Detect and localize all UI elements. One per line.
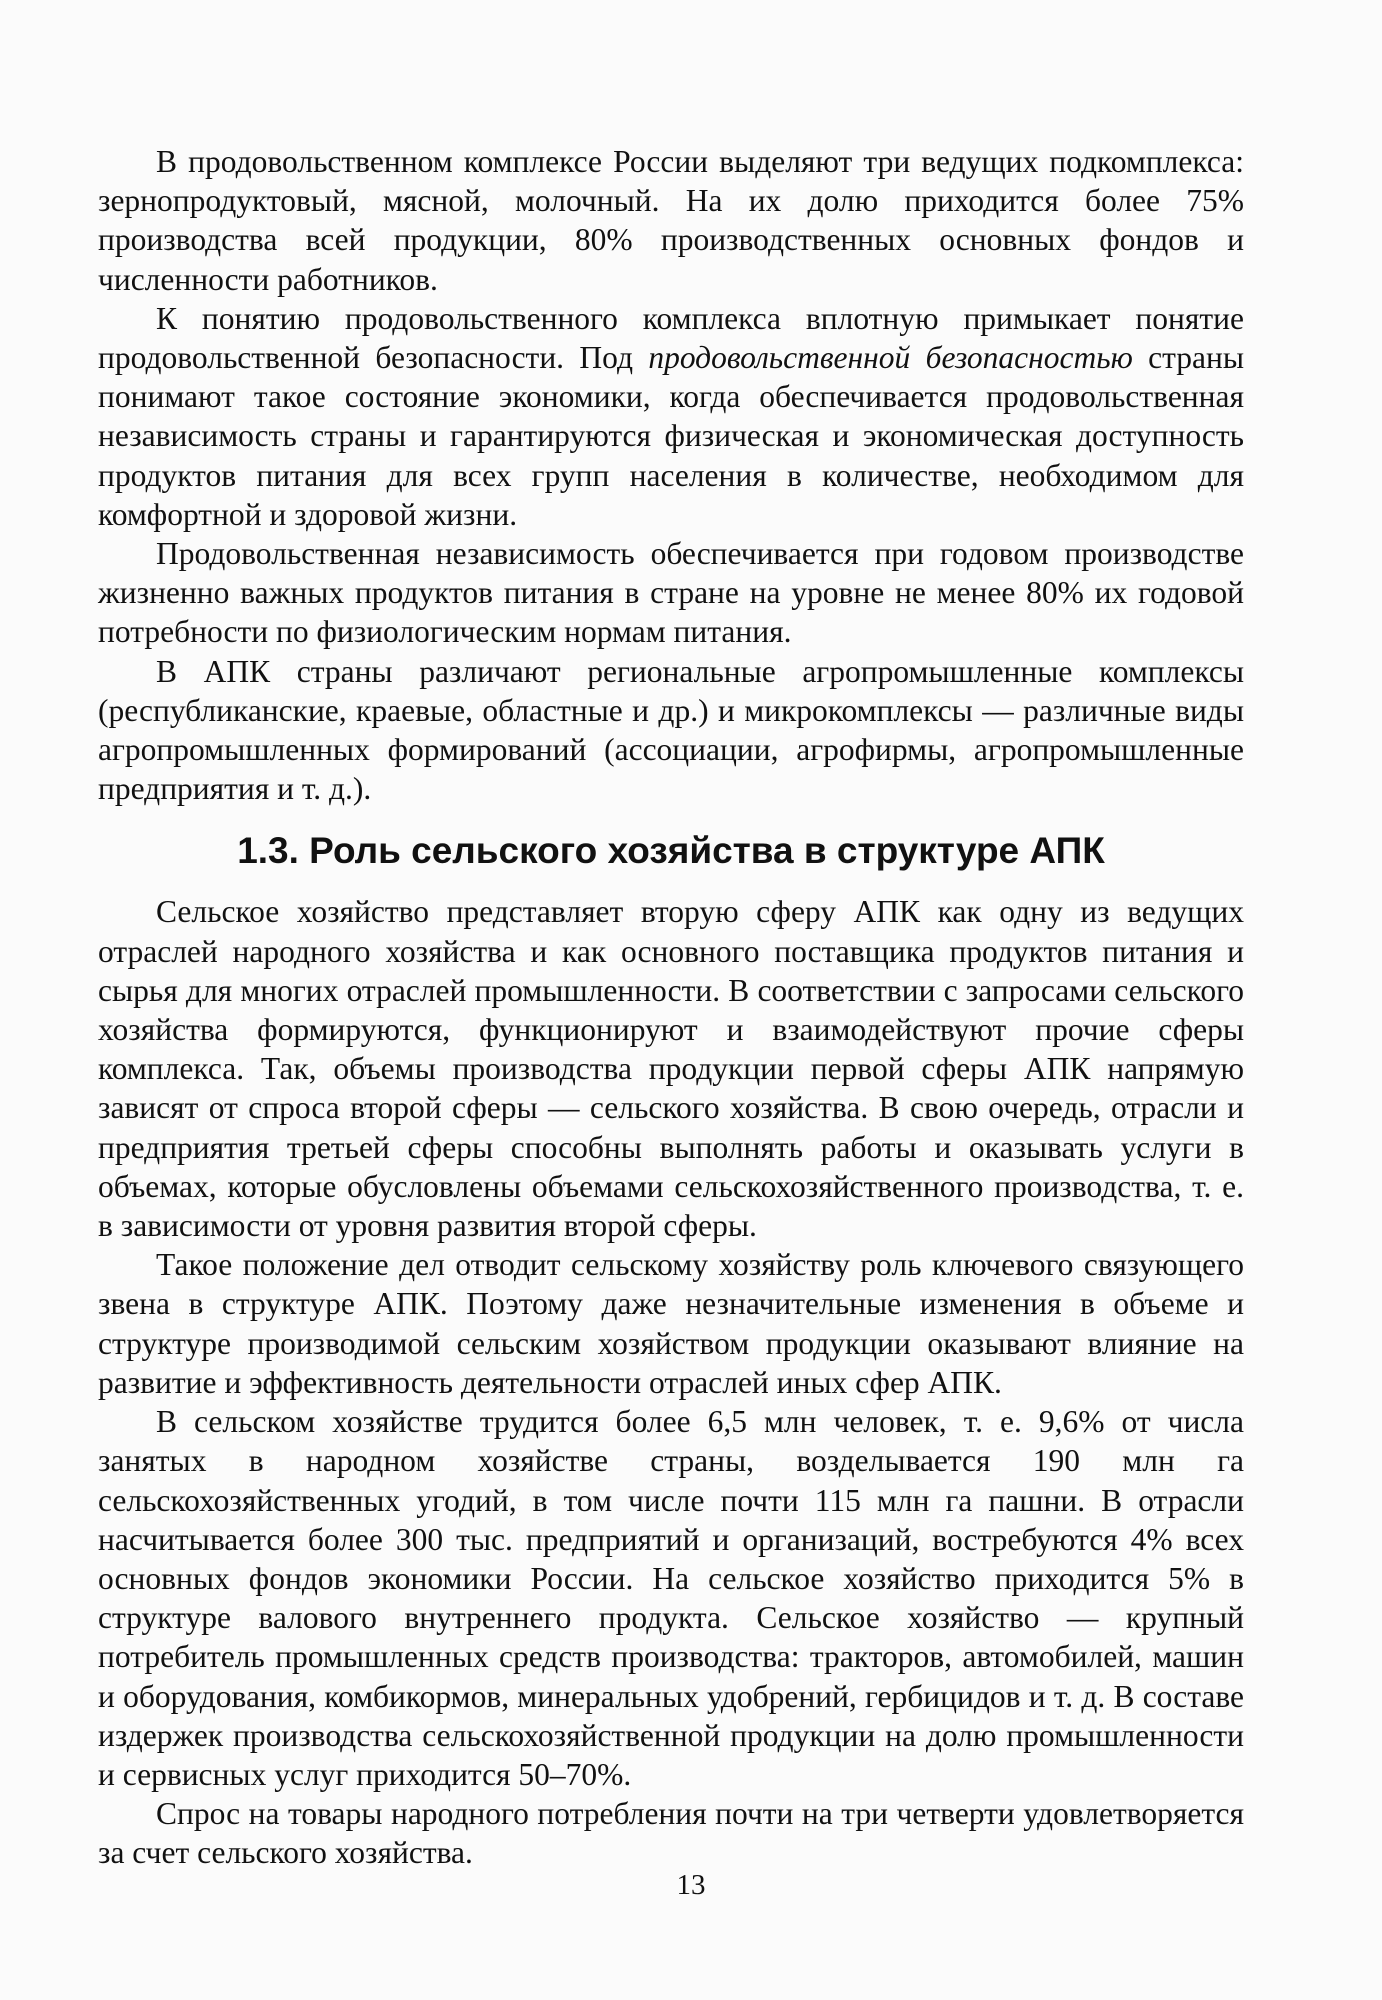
emphasized-term: продовольственной безопасностью <box>648 340 1133 376</box>
page-body <box>98 142 1244 1873</box>
paragraph-food-security-definition <box>98 299 1244 534</box>
paragraph-text: страны понимают такое состояние экономики, когда обеспечивается продовольственная независимость страны и гарантируются физическая и экономическая доступность продуктов питания для всех групп населения в количестве, необходимом для комфортной и здоровой жизни. <box>98 340 1244 532</box>
paragraph-food-independence: Продовольственная независимость обеспечивается при годовом производстве жизненно важных продуктов питания в стране на уровне не менее 80% их годовой потребности по физиологическим нормам питания. <box>98 536 1244 650</box>
paragraph-text: К понятию продовольственного комплекса вплотную примыкает понятие продовольственной безопасности. Под <box>98 300 1244 376</box>
paragraph-agriculture-statistics: В сельском хозяйстве трудится более 6,5 млн человек, т. е. 9,6% от числа занятых в народном хозяйстве страны, возделывается 190 млн га сельскохозяйственных угодий, в том числе почти 115 млн га пашни. В отрасли насчитывается более 300 тыс. предприятий и организаций, востребуются 4% всех основных фондов экономики России. На сельское хозяйство приходится 5% в структуре валового внутреннего продукта. Сельское хозяйство — крупный потребитель промышленных средств производства: тракторов, автомобилей, машин и оборудования, комбикормов, минеральных удобрений, гербицидов и т. д. В составе издержек производства сельскохозяйственной продукции на долю промышленности и сервисных услуг приходится 50–70%. <box>98 1404 1244 1792</box>
paragraph-agriculture-second-sphere: Сельское хозяйство представляет вторую сферу АПК как одну из ведущих отраслей народного хозяйства и как основного поставщика продуктов питания и сырья для многих отраслей промышленности. В соответствии с запросами сельского хозяйства формируются, функционируют и взаимодействуют прочие сферы комплекса. Так, объемы производства продукции первой сферы АПК напрямую зависят от спроса второй сферы — сельского хозяйства. В свою очередь, отрасли и предприятия третьей сферы способны выполнять работы и оказывать услуги в объемах, которые обусловлены объемами сельскохозяйственного производства, т. е. в зависимости от уровня развития второй сферы. <box>98 894 1244 1244</box>
paragraph-food-complex-subcomplexes: В продовольственном комплексе России выделяют три ведущих подкомплекса: зернопродуктовый, мясной, молочный. На их долю приходится более 75% производства всей продукции, 80% производственных основных фондов и численности работников. <box>98 144 1244 297</box>
paragraph-regional-complexes: В АПК страны различают региональные агропромышленные комплексы (республиканские, краевые, областные и др.) и микрокомплексы — различные виды агропромышленных формирований (ассоциации, агрофирмы, агропромышленные предприятия и т. д.). <box>98 653 1244 807</box>
paragraph-key-link: Такое положение дел отводит сельскому хозяйству роль ключевого связующего звена в структуре АПК. Поэтому даже незначительные изменения в объеме и структуре производимой сельским хозяйством продукции оказывают влияние на развитие и эффективность деятельности отраслей иных сфер АПК. <box>98 1247 1244 1400</box>
page-number: 13 <box>676 1869 706 1901</box>
section-heading: 1.3. Роль сельского хозяйства в структуре АПК <box>237 830 1105 872</box>
paragraph-consumer-demand: Спрос на товары народного потребления почти на три четверти удовлетворяется за счет сельского хозяйства. <box>98 1796 1244 1871</box>
